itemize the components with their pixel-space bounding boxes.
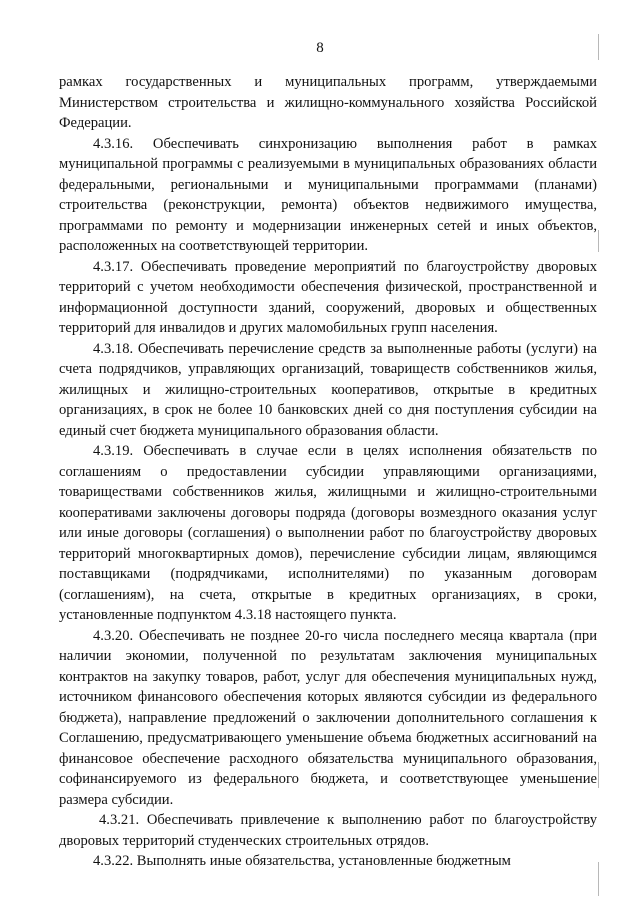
scan-edge-mark (598, 230, 599, 252)
paragraph-continuation: рамках государственных и муниципальных программ, утверждаемыми Министерством строительства и жилищно-коммунального хозяйства Российской Федерации. (59, 74, 597, 131)
scan-edge-mark (598, 862, 599, 896)
paragraph-4-3-19: 4.3.19. Обеспечивать в случае если в целях исполнения обязательств по соглашениям о предоставлении субсидии управляющими организациями, товариществами собственников жилья, жилищными и жилищно-строительными кооперативами заключены договоры подряда (договоры возмездного оказания услуг или иные договоры (соглашения) о выполнении работ по благоустройству дворовых территорий многоквартирных домов), перечисление субсидии лицам, являющимся поставщиками (подрядчиками, исполнителями) по указанным договорам (соглашениям), на счета, открытые в кредитных организациях, в сроки, установленные подпунктом 4.3.18 настоящего пункта. (59, 443, 597, 623)
paragraph-4-3-20: 4.3.20. Обеспечивать не позднее 20-го числа последнего месяца квартала (при наличии экономии, полученной по результатам заключения муниципальных контрактов на закупку товаров, работ, услуг для обеспечения муниципальных нужд, источником финансового обеспечения которых являются субсидии из федерального бюджета), направление предложений о заключении дополнительного соглашения к Соглашению, предусматривающего уменьшение объема бюджетных ассигнований на финансовое обеспечение расходного обязательства муниципального образования, софинансируемого из федерального бюджета, и соответствующее уменьшение размера субсидии. (59, 627, 597, 808)
scan-edge-mark (598, 762, 599, 788)
page-number: 8 (316, 40, 324, 56)
paragraph-4-3-16: 4.3.16. Обеспечивать синхронизацию выполнения работ в рамках муниципальной программы с реализуемыми в муниципальных образованиях области федеральными, региональными и муниципальными программами (планами) строительства (реконструкции, ремонта) объектов недвижимого имущества, программами по ремонту и модернизации инженерных сетей и иных объектов, расположенных на соответствующей территории. (59, 135, 597, 254)
paragraph-4-3-22: 4.3.22. Выполнять иные обязательства, установленные бюджетным (93, 853, 511, 869)
document-body (59, 72, 597, 872)
paragraph-4-3-18: 4.3.18. Обеспечивать перечисление средств за выполненные работы (услуги) на счета подрядчиков, управляющих организаций, товариществ собственников жилья, жилищных и жилищно-строительных кооперативов, открытые в кредитных организациях, в срок не более 10 банковских дней со дня поступления субсидии на единый счет бюджета муниципального образования области. (59, 340, 597, 439)
paragraph-4-3-17: 4.3.17. Обеспечивать проведение мероприятий по благоустройству дворовых территорий с учетом необходимости обеспечения физической, пространственной и информационной доступности зданий, сооружений, дворовых и общественных территорий для инвалидов и других маломобильных групп населения. (59, 258, 597, 336)
paragraph-4-3-21: 4.3.21. Обеспечивать привлечение к выполнению работ по благоустройству дворовых территорий студенческих строительных отрядов. (59, 812, 597, 849)
scan-edge-mark (598, 34, 599, 60)
